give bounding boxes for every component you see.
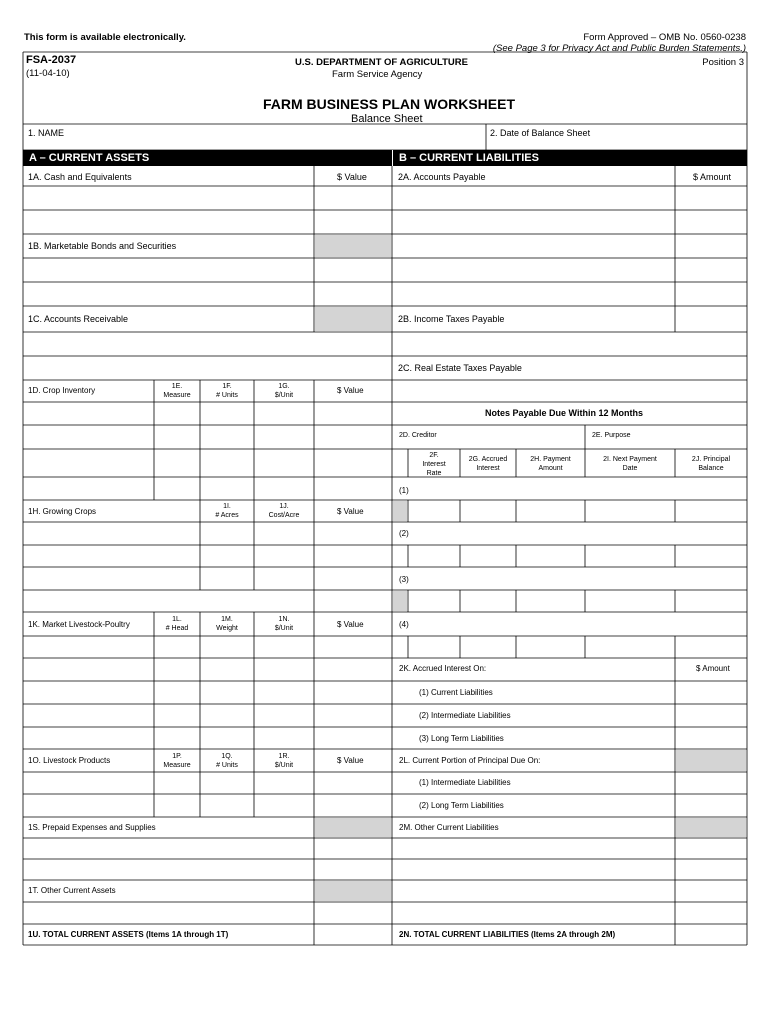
livestock-value-label: $ Value xyxy=(337,620,364,629)
principal-due-label: 2L. Current Portion of Principal Due On: xyxy=(399,756,541,765)
real-estate-taxes-label: 2C. Real Estate Taxes Payable xyxy=(398,363,522,373)
date-field-label: 2. Date of Balance Sheet xyxy=(490,128,591,138)
crop-value-label: $ Value xyxy=(337,386,364,395)
privacy-note: (See Page 3 for Privacy Act and Public Burden Statements.) xyxy=(492,43,746,54)
marketable-bonds-label: 1B. Marketable Bonds and Securities xyxy=(28,241,177,251)
long-term-liabilities-label: (3) Long Term Liabilities xyxy=(419,734,504,743)
other-current-assets-label: 1T. Other Current Assets xyxy=(28,886,116,895)
accounts-payable-label: 2A. Accounts Payable xyxy=(398,172,486,182)
shaded-cell xyxy=(393,501,407,521)
payment-amount-label: 2H. Payment Amount xyxy=(530,456,571,472)
form-number: FSA-2037 xyxy=(26,54,77,66)
purpose-column-label: 2E. Purpose xyxy=(592,432,631,439)
per-unit-column-label: 1G. $/Unit xyxy=(274,383,294,399)
payable-amount-input[interactable] xyxy=(676,187,746,209)
electronic-availability-note: This form is available electronically. xyxy=(24,32,186,43)
cash-equivalents-label: 1A. Cash and Equivalents xyxy=(28,172,132,182)
page-subtitle: Balance Sheet xyxy=(351,113,423,125)
omb-approval: Form Approved – OMB No. 0560-0238 xyxy=(583,32,746,43)
department-name: U.S. DEPARTMENT OF AGRICULTURE xyxy=(295,57,468,68)
livestock-value-input[interactable] xyxy=(315,637,391,657)
prepaid-value-input[interactable] xyxy=(315,839,391,858)
shaded-cell xyxy=(315,818,391,837)
growing-crops-label: 1H. Growing Crops xyxy=(28,507,97,516)
value-column-label: $ Value xyxy=(337,172,367,182)
date-input[interactable] xyxy=(488,137,746,149)
products-value-input[interactable] xyxy=(315,773,391,793)
prepaid-expenses-label: 1S. Prepaid Expenses and Supplies xyxy=(28,823,156,832)
accrued-current-input[interactable] xyxy=(676,682,746,703)
notes-payable-header: Notes Payable Due Within 12 Months xyxy=(485,408,643,418)
principal-intermediate-label: (1) Intermediate Liabilities xyxy=(419,778,511,787)
other-current-liabilities-label: 2M. Other Current Liabilities xyxy=(399,823,499,832)
note-2-label: (2) xyxy=(399,529,409,538)
total-assets-input[interactable] xyxy=(315,925,391,944)
acres-column-label: 1I. # Acres xyxy=(215,503,239,519)
growing-value-input[interactable] xyxy=(315,523,391,544)
products-value-label: $ Value xyxy=(337,756,364,765)
agency-name: Farm Service Agency xyxy=(332,69,423,80)
current-liabilities-header: B – CURRENT LIABILITIES xyxy=(392,150,747,166)
cash-value-input[interactable] xyxy=(315,187,391,209)
total-liabilities-input[interactable] xyxy=(676,925,746,944)
shaded-cell xyxy=(676,750,746,771)
cost-acre-column-label: 1J. Cost/Acre xyxy=(268,503,300,519)
products-per-unit-label: 1R. $/Unit xyxy=(274,753,294,769)
total-current-liabilities-label: 2N. TOTAL CURRENT LIABILITIES (Items 2A through 2M) xyxy=(399,930,616,939)
next-payment-date-label: 2I. Next Payment Date xyxy=(603,456,657,472)
shaded-cell xyxy=(315,307,391,331)
note-4-label: (4) xyxy=(399,620,409,629)
intermediate-liabilities-label: (2) Intermediate Liabilities xyxy=(419,711,511,720)
income-taxes-label: 2B. Income Taxes Payable xyxy=(398,314,505,324)
name-input[interactable] xyxy=(24,137,484,149)
name-field-label: 1. NAME xyxy=(28,128,65,138)
income-taxes-amount-input[interactable] xyxy=(676,333,746,355)
note-3-label: (3) xyxy=(399,575,409,584)
cash-description-input[interactable] xyxy=(24,187,313,209)
accrued-interest-on-label: 2K. Accrued Interest On: xyxy=(399,664,487,673)
accrued-long-term-input[interactable] xyxy=(676,728,746,748)
accounts-receivable-label: 1C. Accounts Receivable xyxy=(28,314,129,324)
units-column-label: 1F. # Units xyxy=(216,383,238,399)
market-livestock-label: 1K. Market Livestock-Poultry xyxy=(28,620,130,629)
bonds-value-input[interactable] xyxy=(315,259,391,281)
principal-long-term-input[interactable] xyxy=(676,795,746,816)
accrued-interest-label: 2G. Accrued Interest xyxy=(468,456,508,472)
products-units-label: 1Q. # Units xyxy=(216,753,238,769)
total-current-assets-label: 1U. TOTAL CURRENT ASSETS (Items 1A through 1T) xyxy=(28,930,229,939)
interest-rate-label: 2F. Interest Rate xyxy=(422,452,446,477)
livestock-products-label: 1O. Livestock Products xyxy=(28,756,111,765)
principal-long-term-label: (2) Long Term Liabilities xyxy=(419,801,504,810)
current-liabilities-label: (1) Current Liabilities xyxy=(419,688,493,697)
growing-value-label: $ Value xyxy=(337,507,364,516)
current-assets-header: A – CURRENT ASSETS xyxy=(23,150,392,166)
note-1-label: (1) xyxy=(399,486,409,495)
head-column-label: 1L. # Head xyxy=(165,616,189,632)
accrued-amount-label: $ Amount xyxy=(696,664,730,673)
accrued-intermediate-input[interactable] xyxy=(676,705,746,726)
livestock-per-unit-label: 1N. $/Unit xyxy=(274,616,294,632)
creditor-column-label: 2D. Creditor xyxy=(399,432,437,439)
shaded-cell xyxy=(393,591,407,611)
receivable-value-input[interactable] xyxy=(315,357,391,379)
principal-balance-label: 2J. Principal Balance xyxy=(691,456,731,472)
shaded-cell xyxy=(676,818,746,837)
page-title: FARM BUSINESS PLAN WORKSHEET xyxy=(263,96,516,112)
amount-column-label: $ Amount xyxy=(693,172,732,182)
crop-value-input[interactable] xyxy=(315,403,391,424)
shaded-cell xyxy=(315,235,391,257)
measure-column-label: 1E. Measure xyxy=(163,383,191,399)
shaded-cell xyxy=(315,881,391,901)
weight-column-label: 1M. Weight xyxy=(216,616,238,632)
principal-intermediate-input[interactable] xyxy=(676,773,746,793)
products-measure-label: 1P. Measure xyxy=(163,753,191,769)
position-label: Position 3 xyxy=(702,57,744,68)
form-date: (11-04-10) xyxy=(26,68,70,79)
crop-inventory-label: 1D. Crop Inventory xyxy=(28,386,96,395)
